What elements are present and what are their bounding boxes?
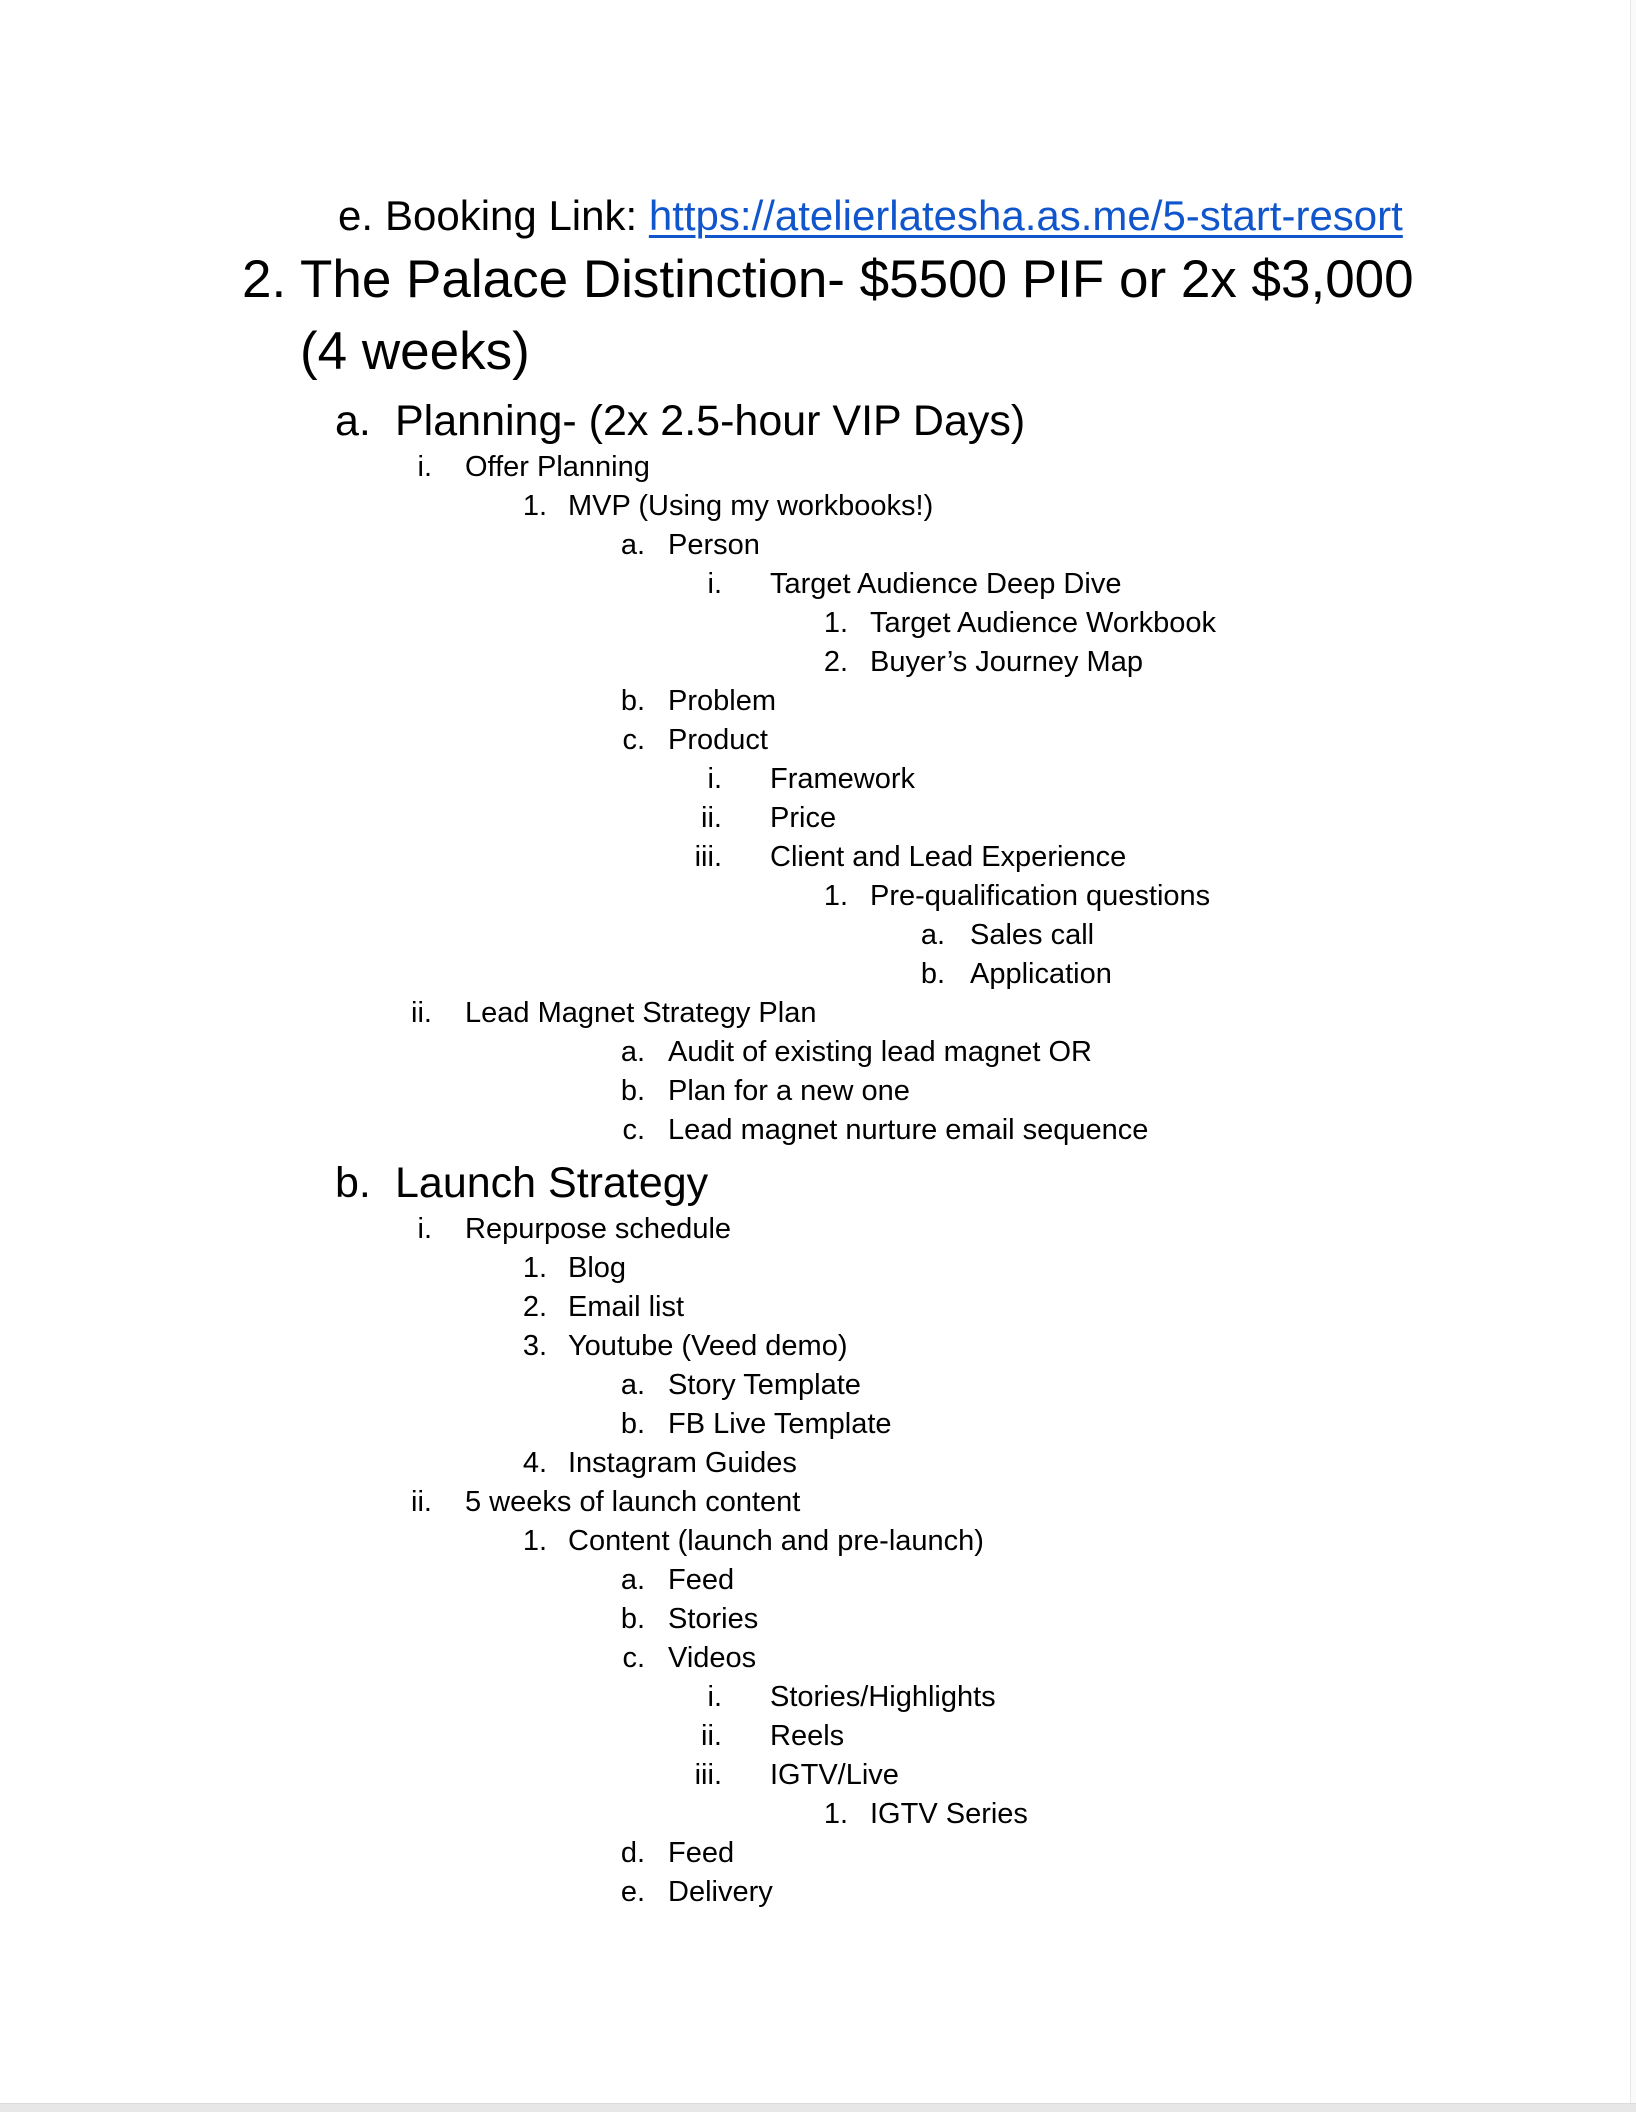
list-marker: ii. bbox=[701, 802, 722, 834]
list-item bbox=[0, 760, 1636, 799]
heading-marker: 2. bbox=[242, 250, 287, 309]
booking-link-line bbox=[0, 190, 1636, 242]
list-marker: 1. bbox=[823, 607, 848, 639]
page-right-edge bbox=[1630, 0, 1636, 2112]
list-marker: 2. bbox=[522, 1291, 547, 1323]
list-item-text: Launch Strategy bbox=[395, 1159, 709, 1207]
list-item bbox=[0, 994, 1636, 1033]
list-marker: b. bbox=[620, 685, 645, 717]
list-marker: i. bbox=[707, 568, 722, 600]
list-marker: a. bbox=[620, 1564, 645, 1596]
list-marker: a. bbox=[620, 1369, 645, 1401]
list-item-text: Framework bbox=[770, 763, 916, 795]
list-marker: b. bbox=[620, 1603, 645, 1635]
list-item-text: Target Audience Workbook bbox=[870, 607, 1217, 639]
list-marker: a. bbox=[335, 397, 371, 445]
list-item bbox=[0, 643, 1636, 682]
list-item-text: Blog bbox=[568, 1252, 627, 1284]
outline-list bbox=[0, 394, 1636, 1912]
list-item-text: Price bbox=[770, 802, 837, 834]
list-marker: b. bbox=[335, 1159, 371, 1207]
heading-text: The Palace Distinction- $5500 PIF or 2x $3,000 (4 weeks) bbox=[300, 250, 1414, 381]
list-marker: c. bbox=[622, 1114, 645, 1146]
list-marker: d. bbox=[620, 1837, 645, 1869]
list-marker: ii. bbox=[411, 1486, 432, 1518]
list-item bbox=[0, 1210, 1636, 1249]
list-item bbox=[0, 916, 1636, 955]
list-item-text: Feed bbox=[668, 1564, 735, 1596]
list-item-text: Stories/Highlights bbox=[770, 1681, 996, 1713]
list-item bbox=[0, 1072, 1636, 1111]
list-marker: c. bbox=[622, 724, 645, 756]
list-item-text: Problem bbox=[668, 685, 776, 717]
list-item bbox=[0, 1678, 1636, 1717]
list-item bbox=[0, 721, 1636, 760]
list-item bbox=[0, 1483, 1636, 1522]
list-item bbox=[0, 1111, 1636, 1150]
list-item-text: FB Live Template bbox=[668, 1408, 892, 1440]
list-marker: 1. bbox=[823, 880, 848, 912]
list-marker: a. bbox=[620, 1036, 645, 1068]
list-item bbox=[0, 487, 1636, 526]
list-item bbox=[0, 877, 1636, 916]
booking-link[interactable]: https://atelierlatesha.as.me/5-start-resort bbox=[648, 192, 1403, 239]
list-marker: c. bbox=[622, 1642, 645, 1674]
sub-heading bbox=[0, 1156, 1636, 1210]
list-marker: 4. bbox=[522, 1447, 547, 1479]
list-item bbox=[0, 1288, 1636, 1327]
list-marker: e. bbox=[338, 192, 374, 239]
list-item bbox=[0, 565, 1636, 604]
list-item-text: Buyer’s Journey Map bbox=[870, 646, 1143, 678]
list-marker: i. bbox=[417, 451, 432, 483]
list-item-text: Videos bbox=[668, 1642, 757, 1674]
list-item bbox=[0, 682, 1636, 721]
list-item-text: Offer Planning bbox=[465, 451, 650, 483]
list-marker: 1. bbox=[823, 1798, 848, 1830]
list-item-text: Client and Lead Experience bbox=[770, 841, 1127, 873]
list-item-text: Lead Magnet Strategy Plan bbox=[465, 997, 817, 1029]
list-marker: ii. bbox=[701, 1720, 722, 1752]
list-item-text: Instagram Guides bbox=[568, 1447, 797, 1479]
list-item-text: Application bbox=[970, 958, 1112, 990]
list-item-text: 5 weeks of launch content bbox=[465, 1486, 801, 1518]
list-item bbox=[0, 838, 1636, 877]
list-item-text: Content (launch and pre-launch) bbox=[568, 1525, 984, 1557]
list-item bbox=[0, 1873, 1636, 1912]
list-item bbox=[0, 526, 1636, 565]
list-item bbox=[0, 604, 1636, 643]
list-marker: 3. bbox=[522, 1330, 547, 1362]
list-item-text: Delivery bbox=[668, 1876, 773, 1908]
list-item-text: Plan for a new one bbox=[668, 1075, 910, 1107]
list-marker: iii. bbox=[694, 841, 722, 873]
list-item bbox=[0, 1795, 1636, 1834]
list-item bbox=[0, 1756, 1636, 1795]
page-bottom-edge bbox=[0, 2103, 1636, 2112]
list-item bbox=[0, 1522, 1636, 1561]
list-marker: i. bbox=[707, 763, 722, 795]
list-item-text: Lead magnet nurture email sequence bbox=[668, 1114, 1149, 1146]
list-item-text: Sales call bbox=[970, 919, 1095, 951]
list-item bbox=[0, 955, 1636, 994]
list-item-text: Youtube (Veed demo) bbox=[568, 1330, 848, 1362]
list-marker: a. bbox=[620, 529, 645, 561]
list-item-text: Target Audience Deep Dive bbox=[770, 568, 1122, 600]
booking-label: Booking Link: bbox=[385, 192, 649, 239]
sub-heading bbox=[0, 394, 1636, 448]
list-item bbox=[0, 1834, 1636, 1873]
list-marker: i. bbox=[417, 1213, 432, 1245]
list-item-text: Reels bbox=[770, 1720, 845, 1752]
list-item-text: Repurpose schedule bbox=[465, 1213, 732, 1245]
list-item-text: Pre-qualification questions bbox=[870, 880, 1211, 912]
list-marker: 2. bbox=[823, 646, 848, 678]
list-item bbox=[0, 1405, 1636, 1444]
list-item bbox=[0, 448, 1636, 487]
list-item-text: Person bbox=[668, 529, 760, 561]
list-item bbox=[0, 1639, 1636, 1678]
list-item-text: IGTV/Live bbox=[770, 1759, 899, 1791]
list-item-text: Planning- (2x 2.5-hour VIP Days) bbox=[395, 397, 1026, 445]
list-item bbox=[0, 1327, 1636, 1366]
list-marker: e. bbox=[620, 1876, 645, 1908]
list-item bbox=[0, 1600, 1636, 1639]
list-marker: b. bbox=[920, 958, 945, 990]
list-marker: 1. bbox=[522, 1252, 547, 1284]
list-item-text: Stories bbox=[668, 1603, 759, 1635]
list-marker: 1. bbox=[522, 490, 547, 522]
list-marker: iii. bbox=[694, 1759, 722, 1791]
list-item-text: IGTV Series bbox=[870, 1798, 1028, 1830]
list-marker: i. bbox=[707, 1681, 722, 1713]
list-item-text: Story Template bbox=[668, 1369, 861, 1401]
list-item bbox=[0, 799, 1636, 838]
list-item bbox=[0, 1033, 1636, 1072]
list-marker: b. bbox=[620, 1075, 645, 1107]
list-marker: b. bbox=[620, 1408, 645, 1440]
list-item bbox=[0, 1366, 1636, 1405]
list-item-text: Email list bbox=[568, 1291, 685, 1323]
list-marker: 1. bbox=[522, 1525, 547, 1557]
list-item-text: Audit of existing lead magnet OR bbox=[668, 1036, 1092, 1068]
list-marker: ii. bbox=[411, 997, 432, 1029]
list-item bbox=[0, 1249, 1636, 1288]
list-item bbox=[0, 1444, 1636, 1483]
list-marker: a. bbox=[920, 919, 945, 951]
section-heading bbox=[0, 244, 1470, 388]
list-item bbox=[0, 1717, 1636, 1756]
list-item-text: Feed bbox=[668, 1837, 735, 1869]
list-item-text: MVP (Using my workbooks!) bbox=[568, 490, 934, 522]
list-item-text: Product bbox=[668, 724, 768, 756]
list-item bbox=[0, 1561, 1636, 1600]
